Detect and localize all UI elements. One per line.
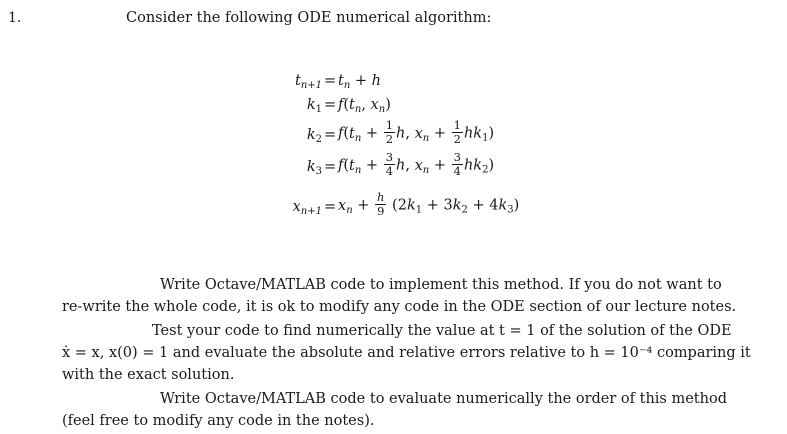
equation-k2: $k_2$ = $f(t_n$ + $\frac{1}{2}$ h, $x_n$ + $\frac{1}{2}$ $hk_1$) xyxy=(306,118,495,146)
equation-k1: $k_1$ = $f(t_n$, $x_n$) xyxy=(306,97,391,115)
paragraph-2-line-3: with the exact solution. xyxy=(62,367,235,383)
paragraph-3-line-1: Write Octave/MATLAB code to evaluate numerically the order of this method xyxy=(160,391,727,407)
equation-x-update: $x_{n+1}$ = $x_n$ + $\frac{h}{9}$ $(2k_1 + 3k_2 + 4k_3)$ xyxy=(292,190,520,218)
paragraph-2-line-1: Test your code to find numerically the value at t = 1 of the solution of the ODE xyxy=(152,323,732,339)
paragraph-2-line-2: ẋ = x, x(0) = 1 and evaluate the absolute and relative errors relative to h = 10⁻⁴ comparing it xyxy=(62,345,751,361)
paragraph-1-line-2: re-write the whole code, it is ok to modify any code in the ODE section of our lecture notes. xyxy=(62,299,737,315)
equation-k3: $k_3$ = $f(t_n$ + $\frac{3}{4}$ h, $x_n$ + $\frac{3}{4}$ $hk_2$) xyxy=(306,150,495,178)
paragraph-3-line-2: (feel free to modify any code in the notes). xyxy=(62,413,375,429)
question-intro: Consider the following ODE numerical algorithm: xyxy=(126,10,492,26)
question-number: 1. xyxy=(8,10,22,26)
paragraph-1-line-1: Write Octave/MATLAB code to implement this method. If you do not want to xyxy=(160,277,722,293)
equation-t-update: $t_{n+1}$ = $t_n + h$ xyxy=(294,73,381,91)
